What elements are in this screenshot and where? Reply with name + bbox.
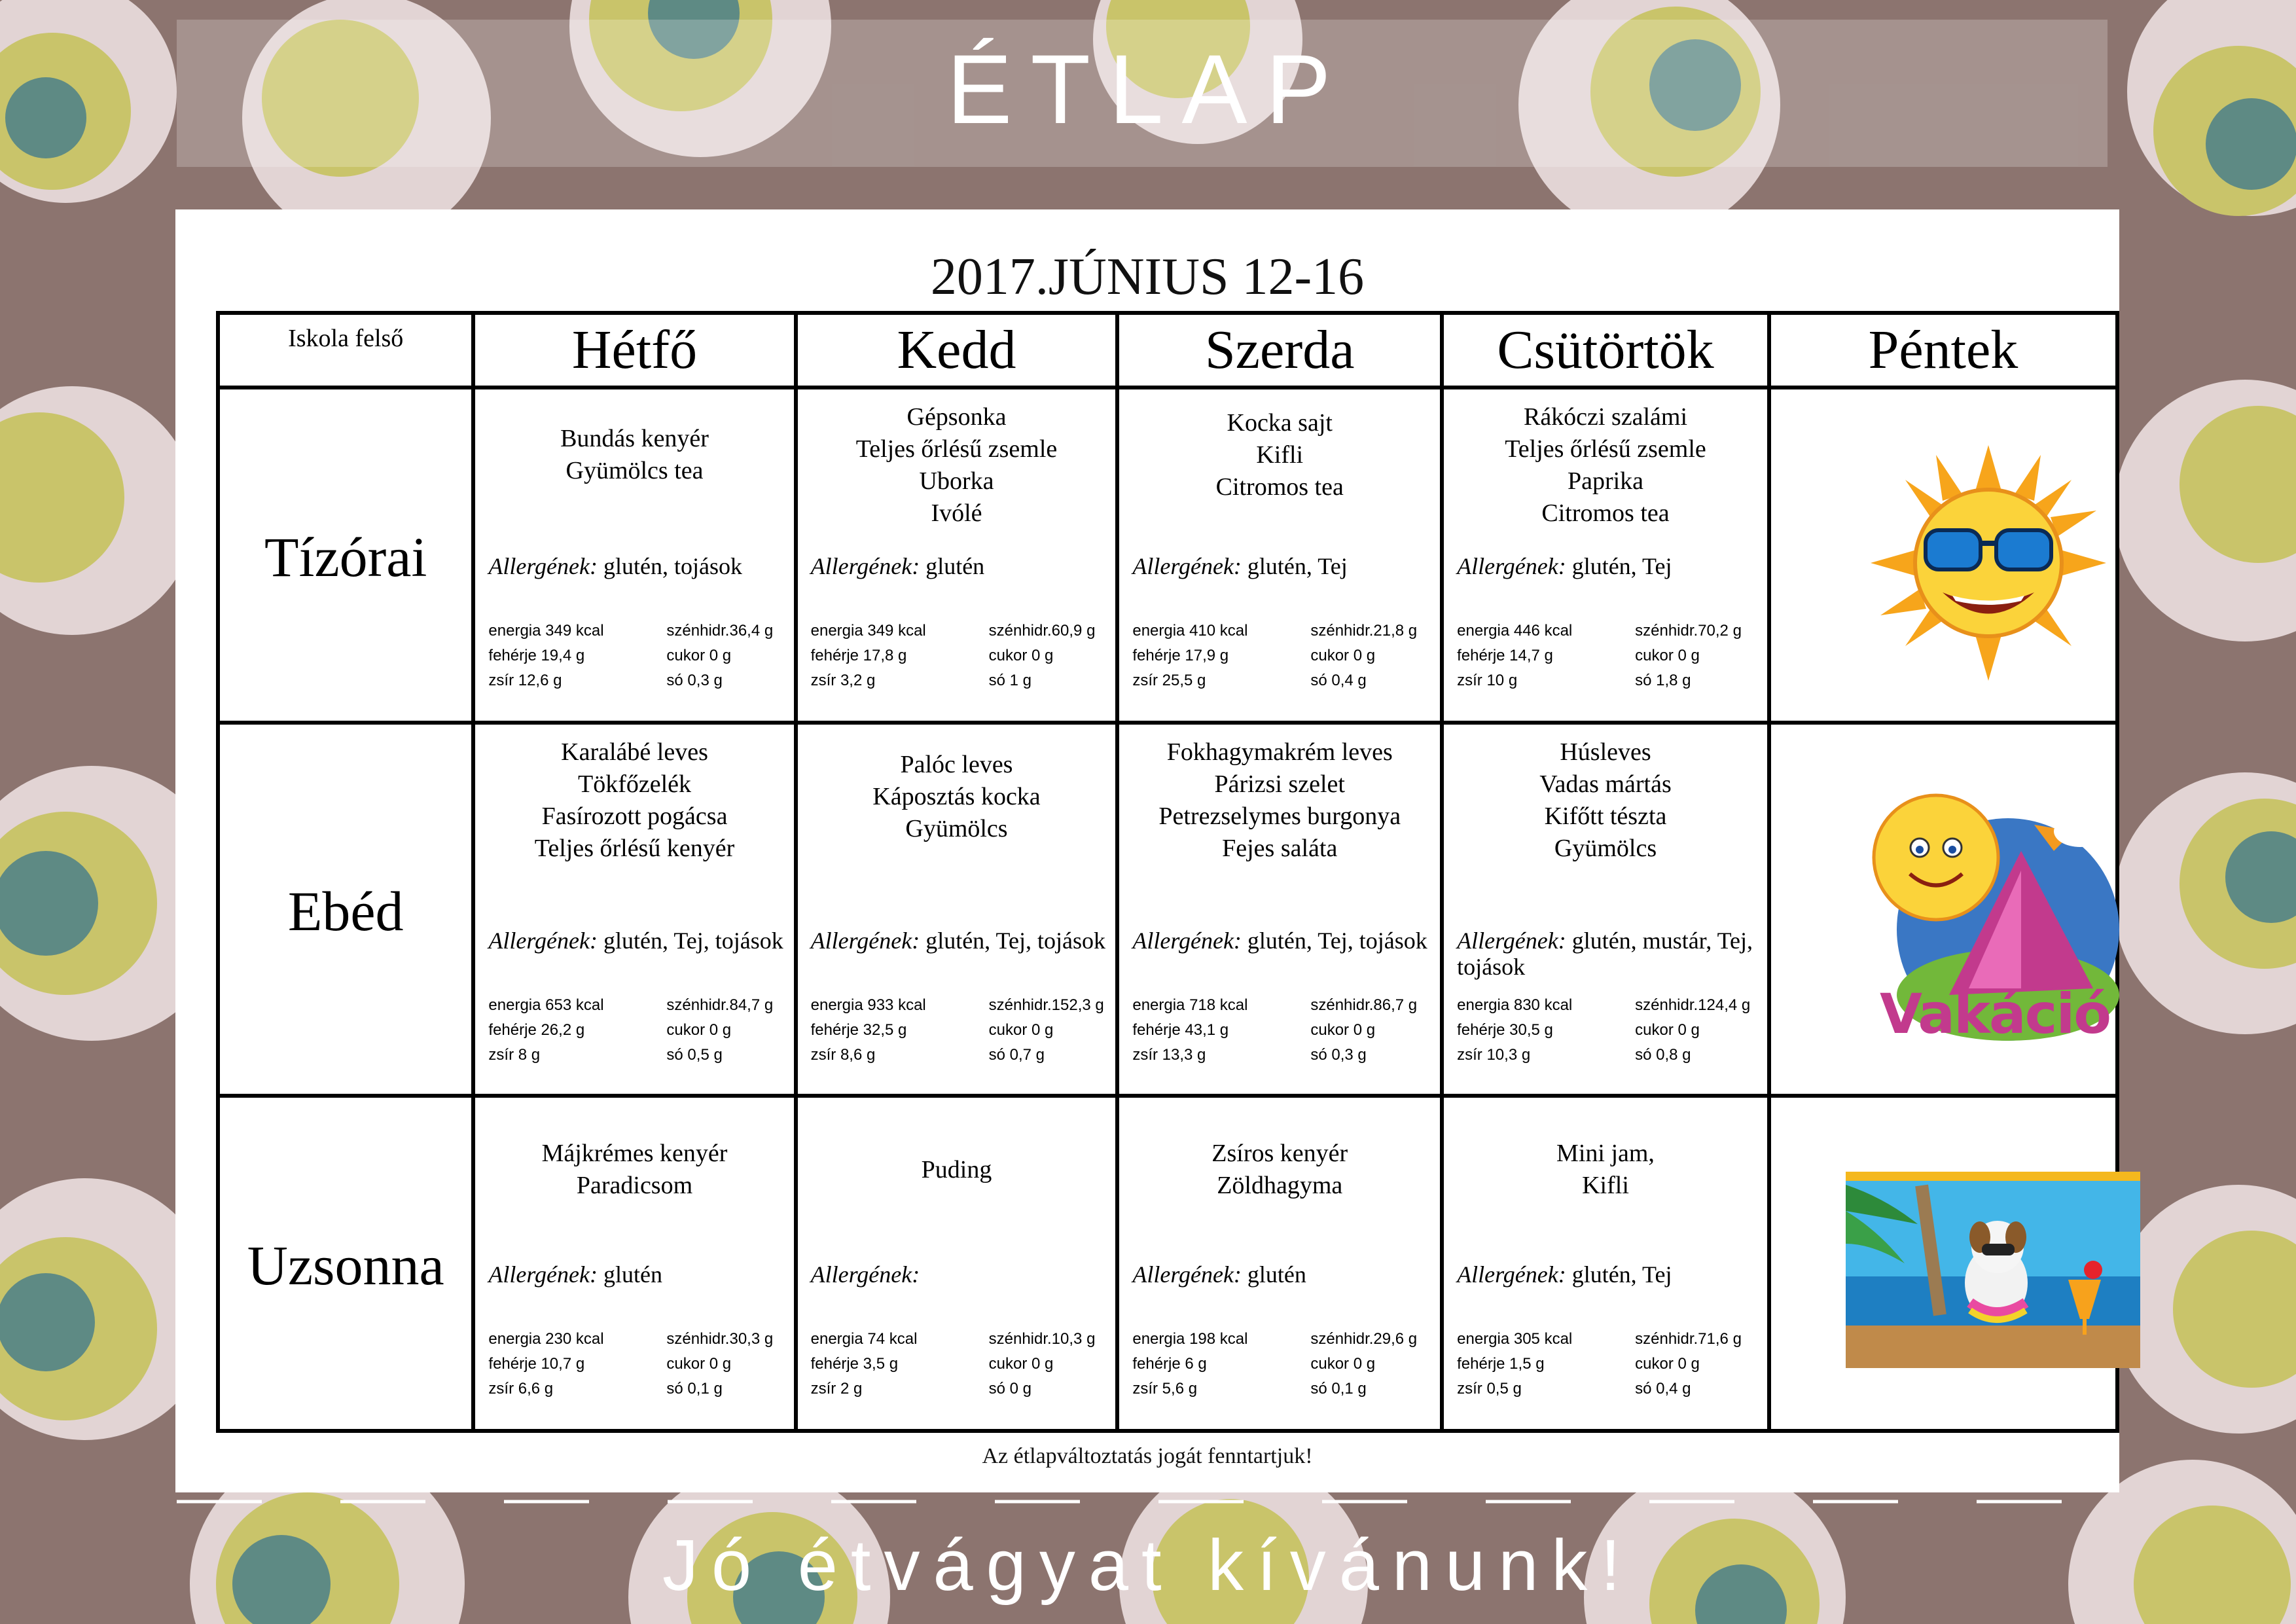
nutrition-szenhidr: szénhidr.29,6 g [1310,1330,1418,1348]
food-item: Uborka [919,467,994,495]
nutrition-energia: energia 74 kcal [810,1330,918,1348]
nutrition-energia: energia 446 kcal [1457,622,1573,640]
nutrition-zsir: zsír 5,6 g [1132,1380,1198,1398]
nutrition-energia: energia 198 kcal [1132,1330,1248,1348]
disclaimer-note: Az étlapváltoztatás jogát fenntartjuk! [982,1444,1313,1468]
nutrition-energia: energia 305 kcal [1457,1330,1573,1348]
allergen-values: glutén, Tej [1241,553,1348,579]
food-list [798,1098,1116,1186]
menu-cell [1442,1096,1769,1431]
nutrition-so: só 0 g [988,1380,1032,1398]
allergen-line [811,553,1109,579]
nutrition-cukor: cukor 0 g [666,647,732,664]
day-header [796,313,1118,388]
meal-row [218,723,2117,1096]
nutrition-szenhidr: szénhidr.30,3 g [666,1330,774,1348]
allergen-label: Allergének: [488,553,598,579]
food-item: Teljes őrlésű zsemle [1505,435,1706,463]
nutrition-so: só 0,8 g [1635,1046,1691,1064]
allergen-line [1457,553,1761,579]
food-item: Teljes őrlésű kenyér [534,835,735,862]
meal-label: Uzsonna [247,1234,444,1297]
food-item: Ivólé [931,499,982,527]
food-item: Palóc leves [900,750,1013,778]
nutrition-zsir: zsír 10,3 g [1457,1046,1531,1064]
nutrition-szenhidr: szénhidr.71,6 g [1635,1330,1742,1348]
nutrition-szenhidr: szénhidr.124,4 g [1635,996,1751,1014]
food-list [475,1098,793,1202]
allergen-line [1132,928,1433,954]
allergen-label: Allergének: [1457,928,1566,954]
meal-label: Ebéd [287,880,404,943]
allergen-line [1132,1261,1433,1288]
nutrition-zsir: zsír 0,5 g [1457,1380,1522,1398]
menu-cell [473,1096,795,1431]
meal-row [218,1096,2117,1431]
food-item: Fokhagymakrém leves [1166,738,1393,766]
food-list [1444,725,1767,865]
food-list [1444,389,1767,530]
nutrition-so: só 0,7 g [988,1046,1045,1064]
nutrition-zsir: zsír 6,6 g [488,1380,554,1398]
allergen-label: Allergének: [1457,553,1566,579]
menu-cell [1117,1096,1442,1431]
food-item: Gépsonka [906,403,1007,431]
allergen-label: Allergének: [1132,928,1242,954]
day-name: Csütörtök [1497,319,1714,380]
nutrition-szenhidr: szénhidr.84,7 g [666,996,774,1014]
food-item: Kifli [1582,1172,1629,1199]
nutrition-szenhidr: szénhidr.60,9 g [988,622,1096,640]
food-list [1119,725,1440,865]
nutrition-cukor: cukor 0 g [988,647,1054,664]
allergen-values: glutén, Tej, tojások [920,928,1105,954]
allergen-values: glutén [597,1261,662,1288]
sun-sunglasses-icon [1871,445,2106,681]
week-date: 2017.JÚNIUS 12-16 [930,248,1365,306]
allergen-values: glutén, Tej [1566,553,1672,579]
allergen-label: Allergének: [1132,553,1242,579]
food-item: Gyümölcs [905,814,1008,842]
nutrition-so: só 0,3 g [1310,1046,1367,1064]
nutrition-feherje: fehérje 10,7 g [488,1355,585,1373]
nutrition-feherje: fehérje 17,8 g [810,647,907,664]
allergen-line [1457,1261,1761,1288]
nutrition-feherje: fehérje 26,2 g [488,1021,585,1039]
nutrition-szenhidr: szénhidr.86,7 g [1310,996,1418,1014]
food-item: Kifli [1256,441,1304,469]
nutrition-so: só 0,1 g [666,1380,723,1398]
allergen-line [1132,553,1433,579]
food-item: Petrezselymes burgonya [1158,803,1401,830]
menu-cell [473,388,795,723]
nutrition-feherje: fehérje 17,9 g [1132,647,1229,664]
nutrition-so: só 0,4 g [1310,672,1367,689]
day-header [1769,313,2117,388]
nutrition-energia: energia 410 kcal [1132,622,1248,640]
nutrition-zsir: zsír 13,3 g [1132,1046,1206,1064]
menu-cell [1442,723,1769,1096]
food-item: Párizsi szelet [1214,770,1345,798]
nutrition-szenhidr: szénhidr.10,3 g [988,1330,1096,1348]
header-row [218,313,2117,388]
page-title: ÉTLAP [946,34,1350,144]
food-item: Citromos tea [1541,499,1670,527]
nutrition-cukor: cukor 0 g [988,1355,1054,1373]
meal-label-cell [218,1096,473,1431]
food-item: Teljes őrlésű zsemle [855,435,1058,463]
nutrition-szenhidr: szénhidr.21,8 g [1310,622,1418,640]
food-item: Húsleves [1560,738,1651,766]
nutrition-feherje: fehérje 32,5 g [810,1021,907,1039]
menu-cell [1442,388,1769,723]
food-list [1119,1098,1440,1202]
food-item: Zöldhagyma [1217,1172,1343,1199]
allergen-line [811,1261,1109,1288]
allergen-values: glutén, Tej, tojások [597,928,783,954]
allergen-line [488,928,787,954]
allergen-line [488,1261,787,1288]
food-item: Gyümölcs tea [565,457,704,484]
food-item: Gyümölcs [1554,835,1657,862]
allergen-values: glutén [1241,1261,1306,1288]
meal-label: Tízórai [264,526,427,588]
food-item: Vadas mártás [1539,770,1672,798]
day-header [1442,313,1769,388]
nutrition-feherje: fehérje 6 g [1132,1355,1207,1373]
menu-cell [1117,388,1442,723]
day-name: Kedd [897,319,1016,380]
dog-beach-photo [1846,1172,2140,1368]
day-name: Péntek [1868,319,2018,380]
nutrition-cukor: cukor 0 g [1310,1021,1376,1039]
allergen-values: glutén [920,553,985,579]
nutrition-szenhidr: szénhidr.36,4 g [666,622,774,640]
nutrition-energia: energia 349 kcal [810,622,926,640]
group-label: Iskola felső [288,325,404,352]
nutrition-cukor: cukor 0 g [1310,1355,1376,1373]
nutrition-so: só 0,4 g [1635,1380,1691,1398]
footer-greeting: Jó étvágyat kívánunk! [662,1525,1634,1606]
allergen-label: Allergének: [810,1261,920,1288]
nutrition-so: só 0,1 g [1310,1380,1367,1398]
food-item: Tökfőzelék [578,770,692,798]
day-name: Szerda [1204,319,1355,380]
food-item: Paradicsom [576,1172,693,1199]
allergen-label: Allergének: [488,1261,598,1288]
food-item: Citromos tea [1215,473,1344,501]
food-item: Paprika [1567,467,1644,495]
day-header [1117,313,1442,388]
menu-cell [1117,723,1442,1096]
day-header [473,313,795,388]
allergen-line [811,928,1109,954]
food-list [1119,389,1440,503]
allergen-line [488,553,787,579]
food-item: Karalábé leves [561,738,708,766]
allergen-values: glutén, mustár, Tej, tojások [1457,928,1753,980]
meal-row [218,388,2117,723]
nutrition-zsir: zsír 8,6 g [810,1046,876,1064]
allergen-line [1457,928,1761,980]
menu-cell [796,723,1118,1096]
nutrition-cukor: cukor 0 g [1635,647,1700,664]
nutrition-feherje: fehérje 1,5 g [1457,1355,1545,1373]
nutrition-so: só 1 g [988,672,1032,689]
allergen-values: glutén, Tej [1566,1261,1672,1288]
food-item: Kocka sajt [1227,408,1333,437]
nutrition-zsir: zsír 3,2 g [810,672,876,689]
vakacio-text: Vakáció [1880,982,2110,1046]
nutrition-zsir: zsír 8 g [488,1046,541,1064]
food-item: Kifőtt tészta [1544,803,1667,830]
menu-cell [796,388,1118,723]
meal-label-cell [218,723,473,1096]
food-list [1444,1098,1767,1202]
allergen-label: Allergének: [810,928,920,954]
nutrition-energia: energia 718 kcal [1132,996,1248,1014]
nutrition-zsir: zsír 25,5 g [1132,672,1206,689]
nutrition-zsir: zsír 12,6 g [488,672,562,689]
food-item: Zsíros kenyér [1211,1140,1348,1167]
nutrition-zsir: zsír 10 g [1457,672,1518,689]
food-item: Fejes saláta [1222,835,1338,862]
nutrition-feherje: fehérje 30,5 g [1457,1021,1553,1039]
menu-card [175,209,2119,1492]
food-list [798,725,1116,845]
nutrition-cukor: cukor 0 g [1310,647,1376,664]
nutrition-energia: energia 653 kcal [488,996,604,1014]
footer-divider [177,1499,2121,1504]
nutrition-energia: energia 830 kcal [1457,996,1573,1014]
food-item: Fasírozott pogácsa [541,803,728,830]
menu-cell [796,1096,1118,1431]
allergen-values: glutén, tojások [597,553,742,579]
day-name: Hétfő [571,319,698,380]
nutrition-szenhidr: szénhidr.152,3 g [988,996,1104,1014]
nutrition-cukor: cukor 0 g [1635,1355,1700,1373]
nutrition-feherje: fehérje 3,5 g [810,1355,899,1373]
food-item: Káposztás kocka [872,782,1041,810]
allergen-values: glutén, Tej, tojások [1241,928,1427,954]
food-item: Májkrémes kenyér [541,1140,728,1167]
food-item: Rákóczi szalámi [1523,403,1688,431]
food-list [475,389,793,487]
food-item: Puding [921,1155,992,1183]
food-item: Bundás kenyér [560,425,709,452]
nutrition-energia: energia 349 kcal [488,622,604,640]
allergen-label: Allergének: [1132,1261,1242,1288]
nutrition-so: só 1,8 g [1635,672,1691,689]
allergen-label: Allergének: [810,553,920,579]
food-list [475,725,793,865]
nutrition-so: só 0,3 g [666,672,723,689]
nutrition-feherje: fehérje 14,7 g [1457,647,1553,664]
nutrition-zsir: zsír 2 g [810,1380,863,1398]
menu-table [216,311,2119,1433]
nutrition-feherje: fehérje 19,4 g [488,647,585,664]
nutrition-energia: energia 230 kcal [488,1330,604,1348]
menu-cell [473,723,795,1096]
nutrition-so: só 0,5 g [666,1046,723,1064]
food-list [798,389,1116,530]
food-item: Mini jam, [1556,1140,1655,1167]
meal-label-cell [218,388,473,723]
allergen-label: Allergének: [1457,1261,1566,1288]
nutrition-cukor: cukor 0 g [666,1355,732,1373]
corner-cell [218,313,473,388]
nutrition-energia: energia 933 kcal [810,996,926,1014]
nutrition-cukor: cukor 0 g [1635,1021,1700,1039]
allergen-label: Allergének: [488,928,598,954]
nutrition-cukor: cukor 0 g [666,1021,732,1039]
nutrition-cukor: cukor 0 g [988,1021,1054,1039]
nutrition-feherje: fehérje 43,1 g [1132,1021,1229,1039]
nutrition-szenhidr: szénhidr.70,2 g [1635,622,1742,640]
